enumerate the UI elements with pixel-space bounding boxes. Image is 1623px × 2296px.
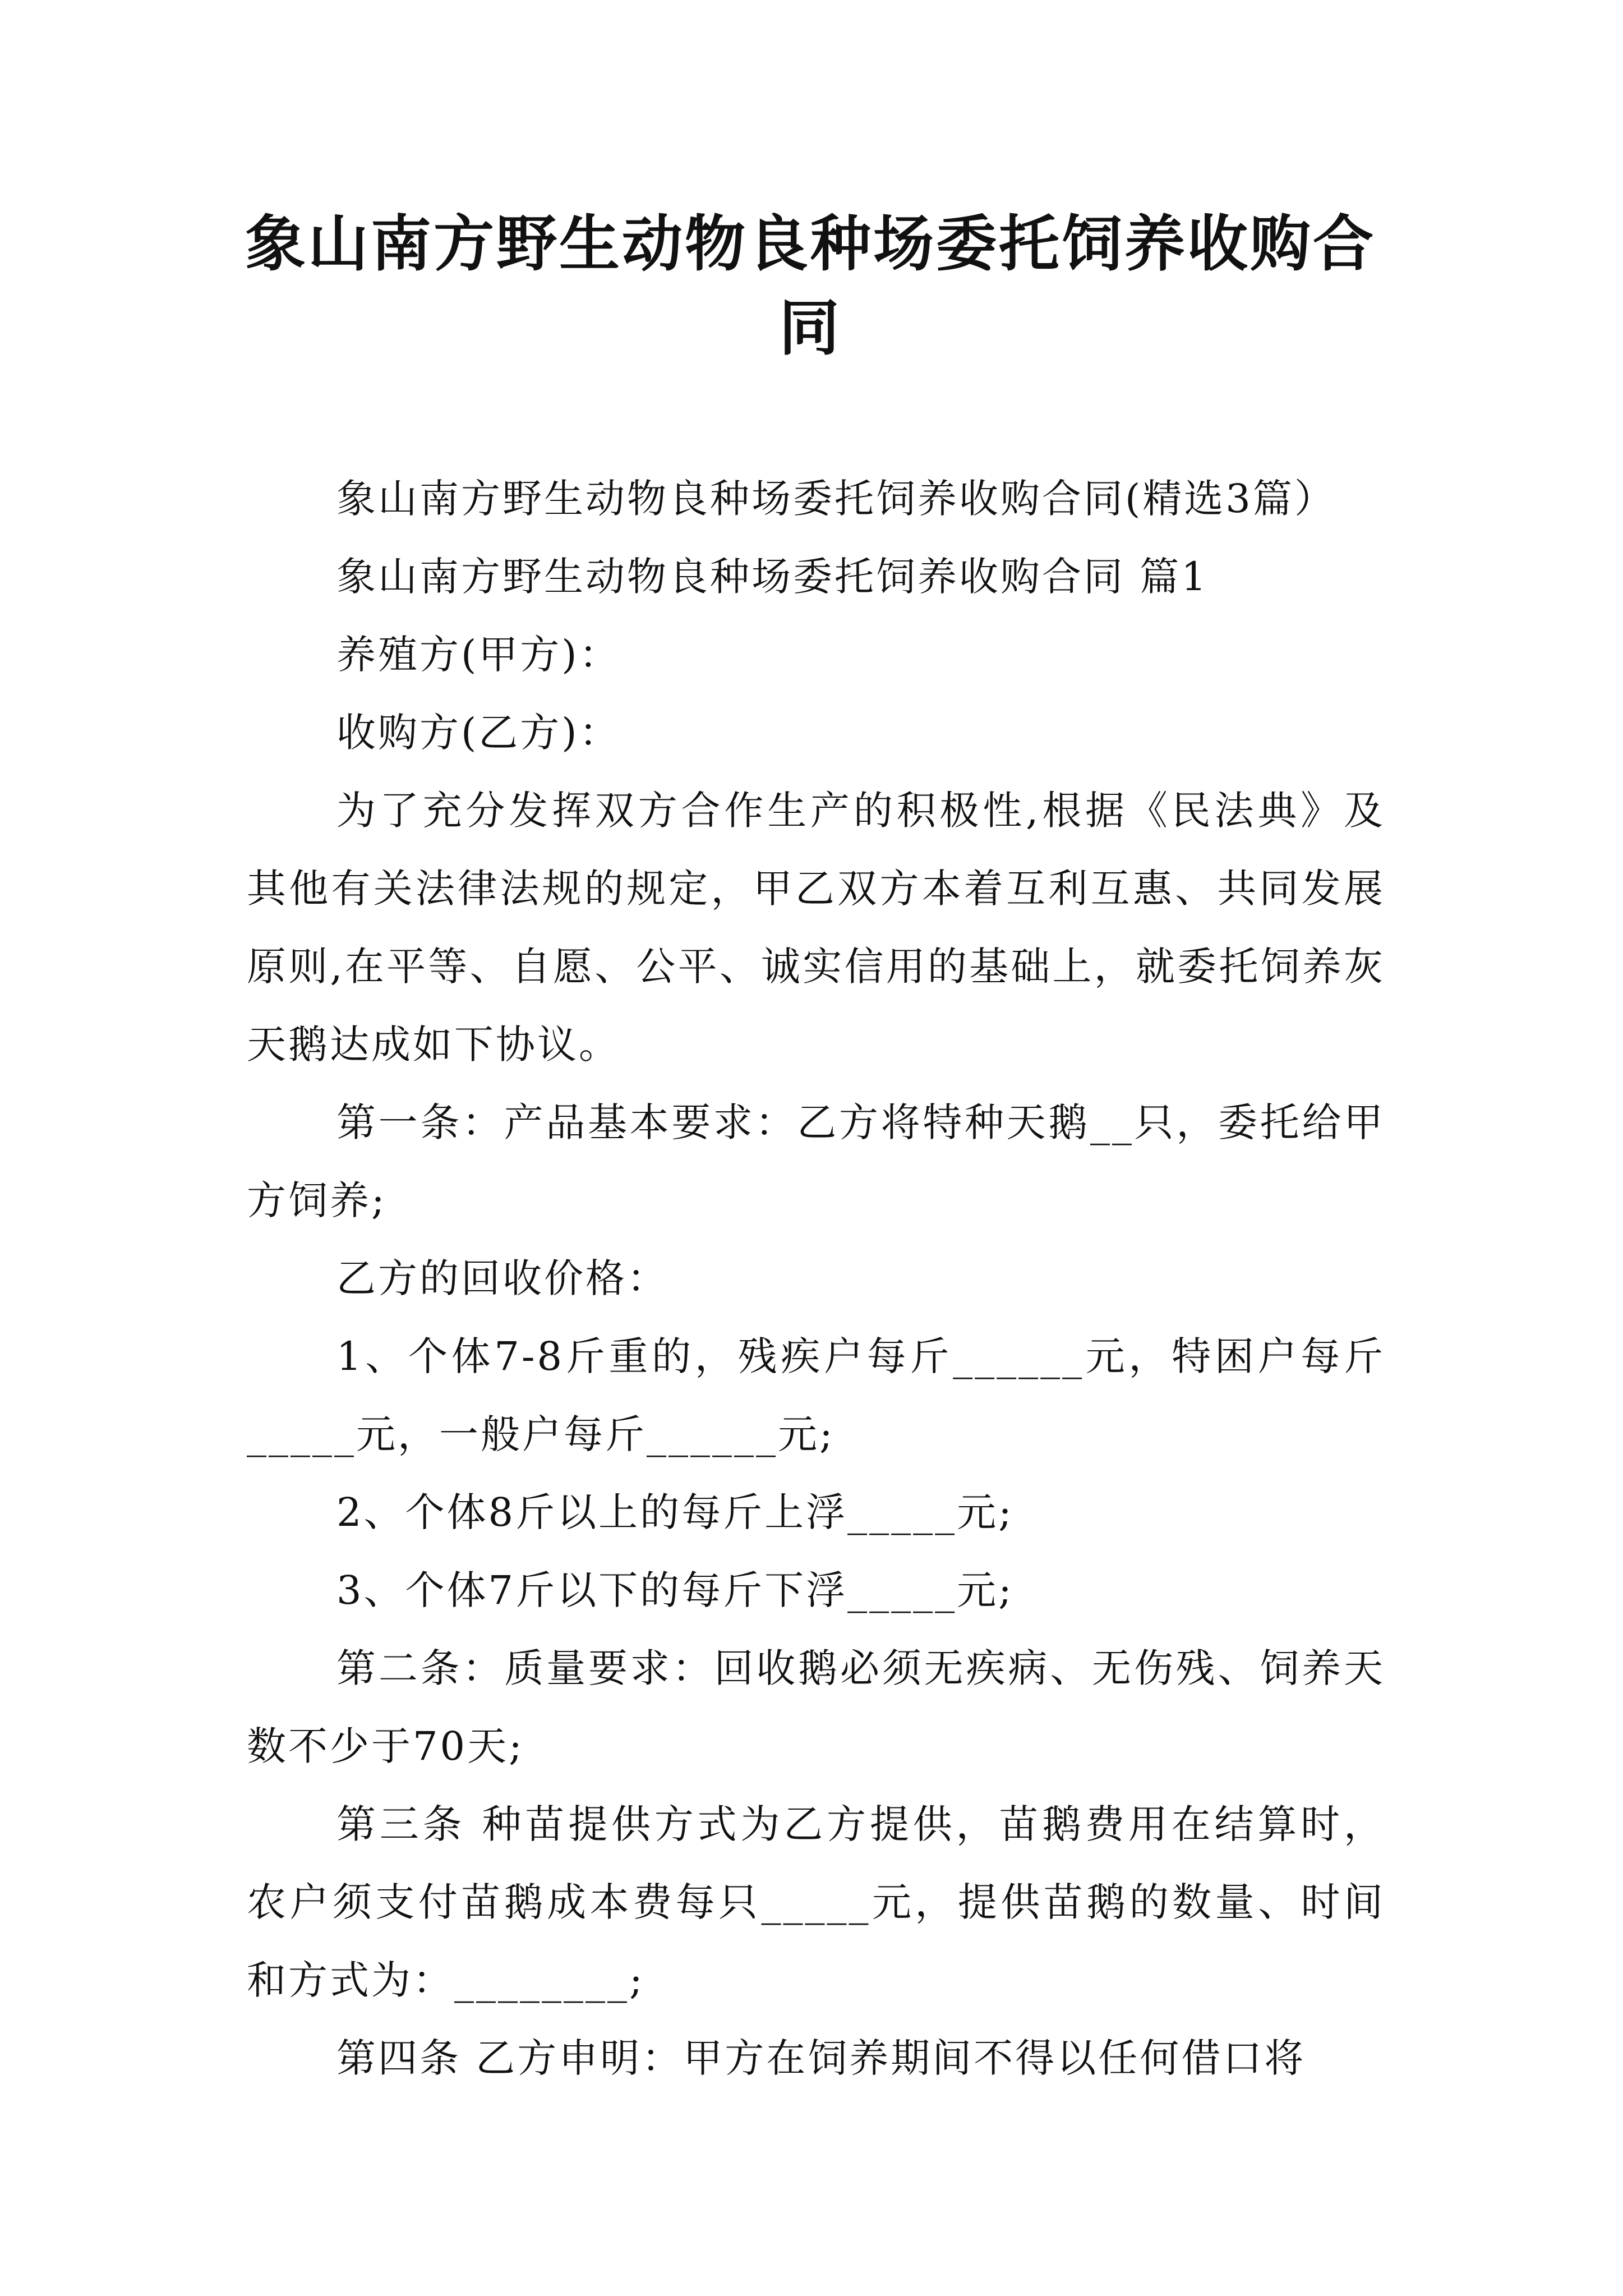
paragraph-price-3: 3、个体7斤以下的每斤下浮_____元; — [336, 1567, 1014, 1613]
paragraph-party-b: 收购方(乙方)： — [336, 710, 621, 756]
paragraph-article-3: 第三条 种苗提供方式为乙方提供，苗鹅费用在结算时，农户须支付苗鹅成本费每只_____元，提供苗鹅的数量、时间和方式为：________; — [247, 1801, 1385, 2003]
paragraph-preamble: 为了充分发挥双方合作生产的积极性,根据《民法典》及其他有关法律法规的规定，甲乙双方本着互利互惠、共同发展原则,在平等、自愿、公平、诚实信用的基础上，就委托饲养灰天鹅达成如下协议。 — [247, 788, 1385, 1068]
paragraph-price-1: 1、个体7-8斤重的，残疾户每斤______元，特困户每斤_____元，一般户每斤______元; — [247, 1333, 1385, 1457]
paragraph-price-2: 2、个体8斤以上的每斤上浮_____元; — [336, 1489, 1014, 1535]
document-body — [247, 460, 1385, 2097]
paragraph-party-a: 养殖方(甲方)： — [336, 632, 621, 678]
paragraph-article-2: 第二条：质量要求：回收鹅必须无疾病、无伤残、饲养天数不少于70天; — [247, 1645, 1385, 1769]
document-title: 象山南方野生动物良种场委托饲养收购合同 — [245, 209, 1376, 364]
paragraph-price-heading: 乙方的回收价格： — [336, 1255, 668, 1301]
paragraph-section-heading: 象山南方野生动物良种场委托饲养收购合同 篇1 — [336, 554, 1209, 600]
paragraph-subtitle: 象山南方野生动物良种场委托饲养收购合同(精选3篇） — [336, 476, 1336, 522]
paragraph-article-4: 第四条 乙方申明：甲方在饲养期间不得以任何借口将 — [336, 2035, 1306, 2081]
paragraph-article-1: 第一条：产品基本要求：乙方将特种天鹅__只，委托给甲方饲养; — [247, 1099, 1385, 1223]
